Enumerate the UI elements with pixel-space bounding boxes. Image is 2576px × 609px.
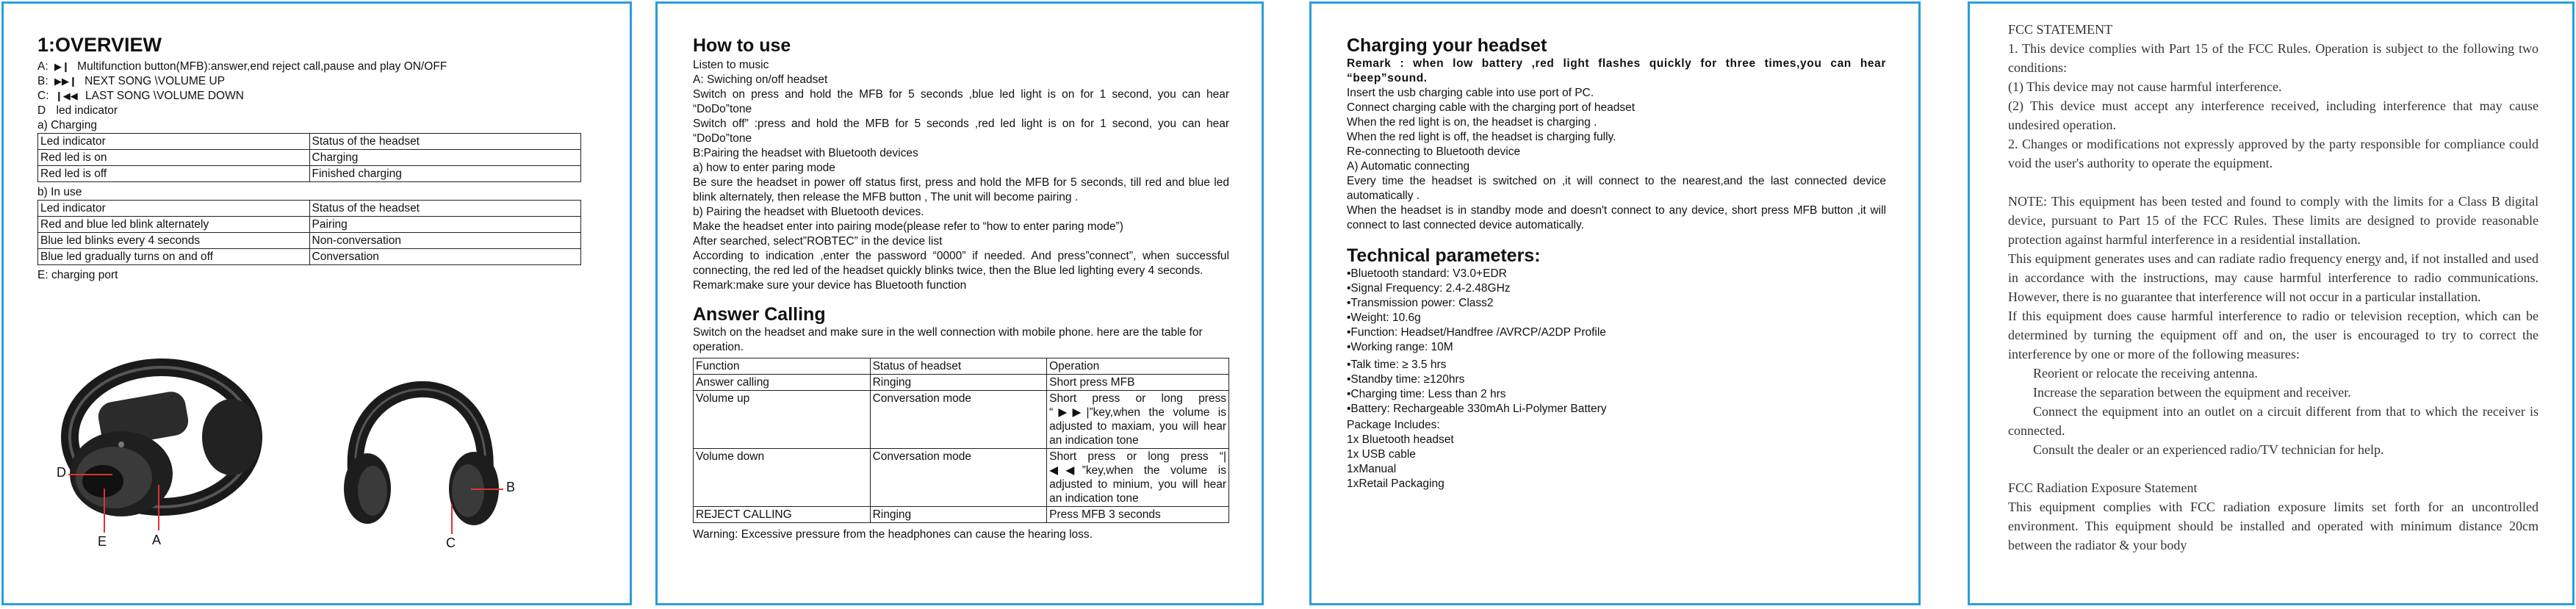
callout-d-line (68, 474, 112, 475)
item-a: A: ▶❙ Multifunction button(MFB):answer,end reject call,pause and play ON/OFF (37, 60, 447, 73)
line: When the headset is in standby mode and doesn't connect to any device, short press MFB button ,it will connect to last connected device automatically. (1347, 204, 1886, 231)
table-cell: Short press or long press “|◀◀”key,when the volume is adjusted to minium, you will hear an indication tone (1047, 449, 1229, 507)
overview-panel (1, 1, 632, 605)
callout-e: E (98, 534, 107, 549)
table-cell: Press MFB 3 seconds (1047, 507, 1229, 523)
table-cell: Function (694, 358, 871, 375)
callout-c-line (451, 505, 453, 534)
table-row (694, 449, 1229, 507)
fcc-rf-text: This equipment complies with FCC radiation exposure limits set forth for an uncontrolled environment. This equipment should be installed and operated with minimum distance 20cm between the radiator & your body (2008, 500, 2539, 552)
line: After searched, select”ROBTEC” in the device list (693, 235, 943, 248)
line: A) Automatic connecting (1347, 160, 1470, 173)
package-item: 1xManual (1347, 463, 1397, 475)
tech-item: •Weight: 10.6g (1347, 311, 1421, 324)
fcc-title: FCC STATEMENT (2008, 22, 2113, 37)
table-cell: Ringing (870, 507, 1047, 523)
fcc-measure: Consult the dealer or an experienced radio/TV technician for help. (2033, 442, 2384, 457)
fcc-measure: Increase the separation between the equipment and receiver. (2033, 385, 2351, 400)
table-cell: REJECT CALLING (694, 507, 871, 523)
table-cell: Short press or long press “▶▶|”key,when the volume is adjusted to maxiam, you will hear an indication tone (1047, 391, 1229, 449)
item-d: D led indicator (37, 104, 118, 117)
tech-item: •Signal Frequency: 2.4-2.48GHz (1347, 282, 1511, 295)
charging-table (37, 133, 581, 182)
tech-item: •Talk time: ≥ 3.5 hrs (1347, 358, 1447, 371)
callout-a: A (152, 533, 162, 547)
line: Be sure the headset in power off status first, press and hold the MFB for 5 seconds, till red and blue led blink alternately, then release the MFB button , The unit will become pairing . (693, 176, 1229, 203)
callout-b-line (471, 489, 503, 490)
package-item: 1x USB cable (1347, 448, 1416, 461)
table-cell: Red led is on (38, 150, 310, 166)
tech-item: •Transmission power: Class2 (1347, 297, 1494, 309)
line: When the red light is off, the headset is charging fully. (1347, 131, 1616, 143)
tech-item: •Function: Headset/Handfree /AVRCP/A2DP Profile (1347, 326, 1606, 339)
line: When the red light is on, the headset is charging . (1347, 116, 1597, 129)
table-cell: Ringing (870, 375, 1047, 391)
table-row (694, 507, 1229, 523)
table-cell: Led indicator (38, 201, 310, 217)
table-row (694, 358, 1229, 375)
charging-panel (1309, 1, 1921, 605)
table-row (38, 217, 581, 233)
fcc-para: 2. Changes or modifications not expressly approved by the party responsible for compliance could void the user's authority to operate the equipment. (2008, 137, 2539, 170)
inuse-label: b) In use (37, 186, 82, 198)
tech-item: •Charging time: Less than 2 hrs (1347, 388, 1506, 400)
table-row (38, 150, 581, 166)
line: Re-connecting to Bluetooth device (1347, 145, 1521, 158)
table-cell: Conversation mode (870, 449, 1047, 507)
line: Every time the headset is switched on ,it will connect to the nearest,and the last connected device automatically . (1347, 175, 1886, 202)
charging-remark: Remark : when low battery ,red light flashes quickly for three times,you can hear “beep”sound. (1347, 57, 1886, 84)
fcc-para2: This equipment generates uses and can radiate radio frequency energy and, if not installed and used in accordance with the instructions, may cause harmful interference to radio communications. However, there is no guarantee that interference will not occur in a particular installation. (2008, 251, 2539, 304)
callout-a-line (158, 485, 159, 530)
table-cell: Conversation (309, 249, 581, 265)
fcc-panel (1968, 1, 2575, 605)
headset-front-image (327, 338, 518, 547)
port-label: E: charging port (37, 269, 118, 281)
inuse-table (37, 200, 581, 265)
table-cell: Charging (309, 150, 581, 166)
table-row (694, 375, 1229, 391)
line: A: Swiching on/off headset (693, 73, 828, 86)
fcc-measure: Connect the equipment into an outlet on a circuit different from that to which the receiver is connected. (2008, 404, 2539, 438)
table-cell: Volume down (694, 449, 871, 507)
table-cell: Non-conversation (309, 233, 581, 249)
line: Switch off” :press and hold the MFB for 5 seconds ,red led light is on for 1 second, you can hear “DoDo”tone (693, 118, 1229, 145)
table-row (38, 201, 581, 217)
line: a) how to enter paring mode (693, 162, 835, 174)
item-b: B: ▶▶❙ NEXT SONG \VOLUME UP (37, 75, 226, 87)
table-cell: Status of the headset (309, 134, 581, 150)
item-c: C: ❙◀◀ LAST SONG \VOLUME DOWN (37, 90, 244, 102)
line: Make the headset enter into pairing mode(please refer to “how to enter paring mode”) (693, 220, 1123, 233)
callout-c: C (446, 536, 456, 550)
table-cell: Answer calling (694, 375, 871, 391)
table-cell: Conversation mode (870, 391, 1047, 449)
fcc-para: (2) This device must accept any interference received, including interference that may cause undesired operation. (2008, 98, 2539, 132)
tech-item: •Standby time: ≥120hrs (1347, 373, 1465, 386)
table-cell: Pairing (309, 217, 581, 233)
answer-calling-title: Answer Calling (693, 304, 826, 325)
table-cell: Volume up (694, 391, 871, 449)
fcc-rf-title: FCC Radiation Exposure Statement (2008, 480, 2198, 495)
line: Switch on press and hold the MFB for 5 seconds ,blue led light is on for 1 second, you can hear “DoDo”tone (693, 88, 1229, 115)
tech-title: Technical parameters: (1347, 245, 1541, 266)
fcc-para: 1. This device complies with Part 15 of the FCC Rules. Operation is subject to the following two conditions: (2008, 41, 2539, 75)
line: b) Pairing the headset with Bluetooth devices. (693, 206, 924, 218)
line: Remark:make sure your device has Bluetooth function (693, 279, 967, 292)
table-row (38, 233, 581, 249)
table-cell: Blue led gradually turns on and off (38, 249, 310, 265)
table-row (38, 166, 581, 182)
tech-item: •Battery: Rechargeable 330mAh Li-Polymer Battery (1347, 403, 1607, 415)
fcc-para: (1) This device may not cause harmful interference. (2008, 79, 2282, 94)
prev-track-icon: ❙◀◀ (54, 90, 78, 101)
line: B:Pairing the headset with Bluetooth devices (693, 147, 918, 159)
answer-intro: Switch on the headset and make sure in the well connection with mobile phone. here are the table for operation. (693, 326, 1203, 353)
callout-e-line (104, 489, 105, 533)
next-track-icon: ▶▶❙ (54, 76, 77, 87)
table-cell: Operation (1047, 358, 1229, 375)
line: Insert the usb charging cable into use port of PC. (1347, 87, 1594, 99)
charging-label: a) Charging (37, 119, 97, 131)
line: Connect charging cable with the charging port of headset (1347, 101, 1636, 114)
fcc-measure: Reorient or relocate the receiving antenna. (2033, 366, 2258, 381)
tech-item: •Working range: 10M (1347, 341, 1453, 353)
package-title: Package Includes: (1347, 419, 1440, 431)
package-item: 1xRetail Packaging (1347, 478, 1444, 490)
fcc-para3: If this equipment does cause harmful interference to radio or television reception, which can be determined by turning the equipment off and on, the user is encouraged to try to correct the interference by one or more of the following measures: (2008, 309, 2539, 361)
table-cell: Led indicator (38, 134, 310, 150)
line: Listen to music (693, 59, 769, 71)
line: According to indication ,enter the password “0000” if needed. And press”connect”, when successful connecting, the red led of the headset quickly blinks twice, then the Blue led lighting every 4 seconds. (693, 250, 1229, 277)
how-to-use-title: How to use (693, 35, 791, 56)
fcc-note: NOTE: This equipment has been tested and found to comply with the limits for a Class B digital device, pursuant to Part 15 of the FCC Rules. These limits are designed to provide reasonable protection against harmful interference in a residential installation. (2008, 194, 2539, 247)
table-cell: Blue led blinks every 4 seconds (38, 233, 310, 249)
package-item: 1x Bluetooth headset (1347, 433, 1454, 446)
headset-side-image (33, 327, 276, 562)
table-row (38, 249, 581, 265)
table-cell: Red and blue led blink alternately (38, 217, 310, 233)
play-pause-icon: ▶❙ (54, 61, 70, 72)
how-to-use-panel (655, 1, 1264, 605)
charging-title: Charging your headset (1347, 35, 1547, 56)
table-cell: Status of the headset (309, 201, 581, 217)
callout-b: B (506, 480, 516, 494)
table-row (38, 134, 581, 150)
callout-d: D (57, 465, 66, 480)
overview-title: 1:OVERVIEW (37, 34, 162, 56)
warning-text: Warning: Excessive pressure from the headphones can cause the hearing loss. (693, 528, 1093, 541)
table-cell: Short press MFB (1047, 375, 1229, 391)
table-cell: Status of headset (870, 358, 1047, 375)
table-cell: Finished charging (309, 166, 581, 182)
table-row (694, 391, 1229, 449)
tech-item: •Bluetooth standard: V3.0+EDR (1347, 267, 1507, 280)
table-cell: Red led is off (38, 166, 310, 182)
answer-table (693, 358, 1229, 523)
